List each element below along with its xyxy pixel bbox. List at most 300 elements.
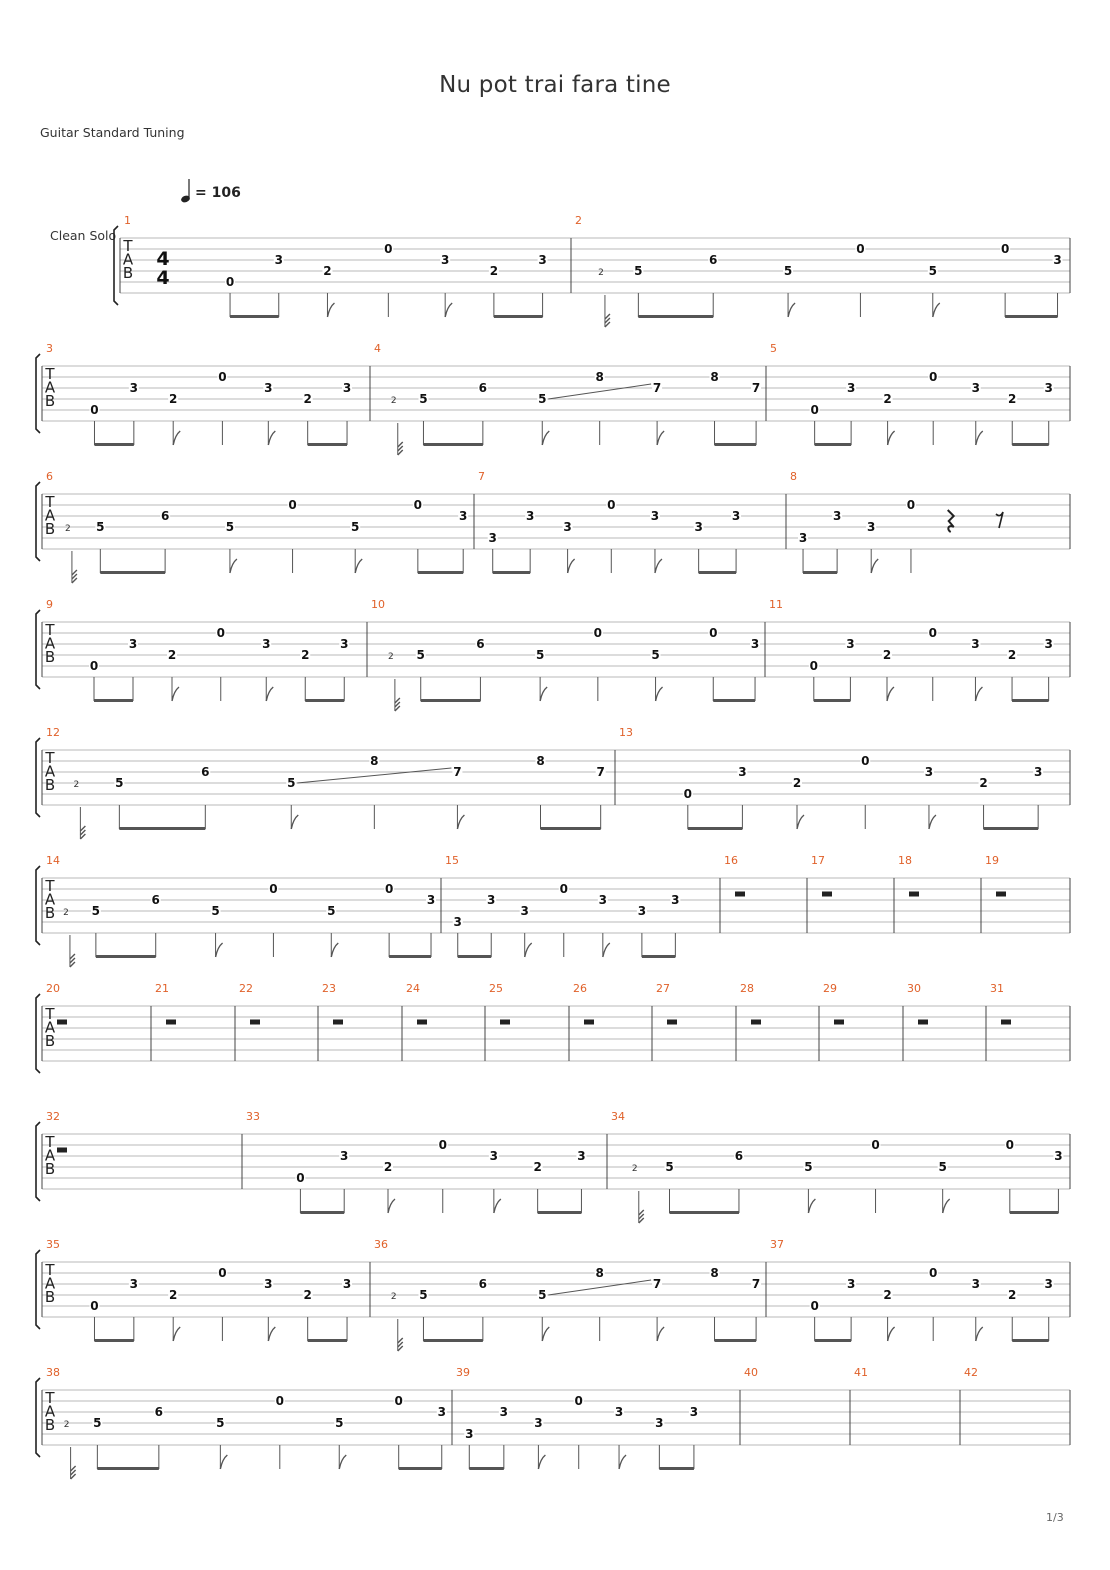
fret-number: 6	[201, 765, 210, 779]
measure-number: 12	[46, 726, 60, 739]
fret-number: 7	[751, 1277, 761, 1291]
tab-clef-letter: A	[44, 506, 56, 525]
fret-number: 3	[924, 765, 934, 779]
fret-number: 3	[750, 637, 760, 651]
note-flag	[445, 303, 452, 317]
fret-number: 2	[301, 648, 310, 662]
tab-system	[114, 214, 1070, 327]
grace-note: 2	[631, 1164, 638, 1174]
fret-number: 0	[413, 498, 423, 512]
fret-number: 0	[394, 1394, 403, 1408]
fret-number: 3	[1044, 381, 1053, 395]
note-flag	[888, 1327, 895, 1341]
measure-number: 25	[489, 982, 503, 995]
fret-number: 0	[1000, 242, 1010, 256]
fret-number: 0	[810, 403, 819, 417]
fret-number: 0	[683, 787, 692, 801]
measure-number: 36	[374, 1238, 388, 1251]
fret-number: 3	[262, 637, 271, 651]
fret-number: 3	[650, 509, 660, 523]
fret-number: 7	[652, 381, 662, 395]
measure-number: 3	[46, 342, 53, 355]
measure-number: 10	[371, 598, 385, 611]
measure-number: 28	[740, 982, 754, 995]
measure-number: 7	[478, 470, 485, 483]
note-beam	[100, 571, 165, 574]
whole-rest	[500, 1020, 510, 1025]
tab-system	[36, 470, 1070, 583]
tab-clef-letter: T	[45, 365, 55, 383]
fret-number: 2	[533, 1160, 542, 1174]
fret-number: 0	[810, 1299, 819, 1313]
fret-number: 0	[384, 882, 394, 896]
fret-number: 2	[792, 776, 802, 790]
system-bracket	[36, 994, 40, 1073]
fret-number: 3	[499, 1405, 509, 1419]
measure-number: 26	[573, 982, 587, 995]
note-beam	[1012, 1339, 1048, 1342]
measure-number: 16	[724, 854, 738, 867]
quarter-rest	[948, 510, 954, 532]
grace-note: 2	[598, 268, 604, 278]
fret-number: 2	[883, 392, 892, 406]
fret-number: 0	[438, 1138, 447, 1152]
measure-number: 34	[611, 1110, 625, 1123]
note-beam	[399, 1467, 442, 1470]
fret-number: 2	[169, 392, 178, 406]
fret-number: 3	[731, 509, 741, 523]
note-flag	[216, 943, 223, 957]
fret-number: 3	[465, 1427, 474, 1441]
note-beam	[96, 955, 156, 958]
fret-number: 3	[655, 1416, 664, 1430]
fret-number: 2	[323, 264, 332, 278]
tab-clef-letter: A	[44, 1146, 56, 1165]
fret-number: 5	[115, 776, 124, 790]
fret-number: 3	[1053, 253, 1062, 267]
note-beam	[469, 1467, 504, 1470]
eighth-rest	[996, 512, 1003, 528]
measure-number: 39	[456, 1366, 470, 1379]
note-flag	[976, 1327, 983, 1341]
fret-number: 2	[303, 392, 312, 406]
fret-number: 5	[96, 520, 105, 534]
note-beam	[94, 443, 133, 446]
fret-number: 3	[129, 381, 139, 395]
page-number: 1/3	[1046, 1511, 1064, 1524]
note-beam	[715, 1339, 757, 1342]
fret-number: 0	[871, 1138, 880, 1152]
note-beam	[423, 1339, 482, 1342]
fret-number: 2	[882, 648, 892, 662]
note-beam	[308, 443, 347, 446]
fret-number: 0	[384, 242, 393, 256]
fret-number: 0	[218, 1266, 227, 1280]
measure-number: 2	[575, 214, 582, 227]
system-bracket	[36, 866, 40, 945]
fret-number: 3	[867, 520, 876, 534]
note-flag	[173, 1327, 180, 1341]
tab-system	[36, 726, 1070, 839]
measure-number: 33	[246, 1110, 260, 1123]
fret-number: 0	[856, 242, 865, 256]
whole-rest	[166, 1020, 176, 1025]
system-bracket	[36, 354, 40, 433]
note-flag	[797, 815, 804, 829]
tab-clef-letter: A	[44, 378, 56, 397]
note-flag	[888, 431, 895, 445]
fret-number: 5	[211, 904, 220, 918]
note-beam	[803, 571, 837, 574]
fret-number: 3	[453, 915, 462, 929]
note-beam	[458, 955, 491, 958]
system-bracket	[36, 1122, 40, 1201]
fret-number: 5	[783, 264, 793, 278]
note-beam	[305, 699, 344, 702]
note-flag	[230, 559, 237, 573]
fret-number: 6	[734, 1149, 744, 1163]
fret-number: 2	[383, 1160, 393, 1174]
note-flag	[355, 559, 362, 573]
note-beam	[538, 1211, 582, 1214]
note-flag	[657, 431, 664, 445]
fret-number: 3	[671, 893, 680, 907]
note-beam	[418, 571, 463, 574]
note-beam	[670, 1211, 739, 1214]
fret-number: 5	[93, 1416, 102, 1430]
fret-number: 5	[634, 264, 643, 278]
measure-number: 1	[124, 214, 131, 227]
fret-number: 0	[1005, 1138, 1014, 1152]
tab-clef-letter: A	[44, 890, 56, 909]
fret-number: 3	[440, 253, 450, 267]
fret-number: 3	[846, 637, 855, 651]
tab-system	[36, 1110, 1070, 1223]
song-title: Nu pot trai fara tine	[439, 72, 671, 98]
whole-rest	[333, 1020, 343, 1025]
fret-number: 0	[607, 498, 616, 512]
fret-number: 2	[1008, 1288, 1017, 1302]
note-beam	[715, 443, 757, 446]
fret-number: 0	[216, 626, 225, 640]
tab-clef-letter: B	[44, 904, 56, 922]
fret-number: 0	[593, 626, 603, 640]
note-flag	[788, 303, 795, 317]
time-signature-top: 4	[156, 248, 170, 270]
fret-number: 0	[269, 882, 278, 896]
tab-clef-letter: A	[122, 250, 134, 269]
fret-number: 3	[1054, 1149, 1063, 1163]
fret-number: 8	[595, 1266, 604, 1280]
fret-number: 5	[419, 1288, 428, 1302]
grace-note: 2	[63, 1420, 70, 1430]
tab-system	[36, 854, 1070, 967]
note-beam	[1010, 1211, 1059, 1214]
tab-clef-letter: A	[44, 634, 56, 653]
fret-number: 3	[340, 1149, 349, 1163]
tab-system	[36, 342, 1070, 455]
note-flag	[542, 431, 549, 445]
fret-number: 3	[846, 381, 856, 395]
tab-clef-letter: B	[44, 1032, 56, 1050]
measure-number: 31	[990, 982, 1004, 995]
tab-clef-letter: T	[45, 1005, 55, 1023]
tempo-bpm: = 106	[195, 185, 241, 201]
whole-rest	[834, 1020, 844, 1025]
measure-number: 35	[46, 1238, 60, 1251]
fret-number: 6	[478, 1277, 488, 1291]
fret-number: 0	[929, 370, 938, 384]
fret-number: 3	[340, 637, 349, 651]
note-flag	[266, 687, 273, 701]
note-flag	[808, 1199, 815, 1213]
note-beam	[1005, 315, 1057, 318]
note-flag	[887, 687, 894, 701]
fret-number: 0	[929, 1266, 938, 1280]
fret-number: 0	[559, 882, 568, 896]
grace-note: 2	[73, 780, 80, 790]
fret-number: 5	[216, 1416, 225, 1430]
grace-note: 2	[390, 396, 397, 406]
note-beam	[659, 1467, 694, 1470]
fret-number: 3	[488, 531, 497, 545]
measure-number: 30	[907, 982, 921, 995]
note-beam	[423, 443, 482, 446]
fret-number: 3	[437, 1405, 446, 1419]
tab-clef-letter: T	[45, 1261, 55, 1279]
fret-number: 3	[832, 509, 842, 523]
fret-number: 2	[883, 1288, 892, 1302]
fret-number: 3	[614, 1405, 624, 1419]
fret-number: 8	[370, 754, 379, 768]
fret-number: 2	[303, 1288, 312, 1302]
note-beam	[94, 1339, 133, 1342]
fret-number: 5	[225, 520, 235, 534]
fret-number: 0	[861, 754, 870, 768]
tab-clef-letter: B	[44, 1160, 56, 1178]
tab-clef-letter: A	[44, 1018, 56, 1037]
measure-number: 17	[811, 854, 825, 867]
fret-number: 7	[652, 1277, 662, 1291]
measure-number: 38	[46, 1366, 60, 1379]
tab-clef-letter: T	[45, 621, 55, 639]
system-bracket	[36, 482, 40, 561]
note-flag	[331, 943, 338, 957]
fret-number: 5	[335, 1416, 344, 1430]
note-beam	[541, 827, 601, 830]
whole-rest	[667, 1020, 677, 1025]
measure-number: 19	[985, 854, 999, 867]
note-flag	[339, 1455, 346, 1469]
fret-number: 6	[709, 253, 718, 267]
tab-system	[36, 1366, 1070, 1479]
tuning-label: Guitar Standard Tuning	[40, 125, 185, 140]
fret-number: 5	[416, 648, 425, 662]
measure-number: 42	[964, 1366, 978, 1379]
note-flag	[603, 943, 610, 957]
fret-number: 0	[574, 1394, 583, 1408]
fret-number: 7	[596, 765, 605, 779]
fret-number: 0	[225, 275, 235, 289]
whole-rest	[1001, 1020, 1011, 1025]
tab-clef-letter: A	[44, 1274, 56, 1293]
tab-clef-letter: T	[45, 1389, 55, 1407]
fret-number: 3	[426, 893, 436, 907]
measure-number: 13	[619, 726, 633, 739]
fret-number: 6	[478, 381, 488, 395]
fret-number: 5	[928, 264, 937, 278]
note-flag	[291, 815, 298, 829]
fret-number: 3	[637, 904, 647, 918]
note-flag	[540, 687, 547, 701]
note-flag	[871, 559, 878, 573]
fret-number: 7	[751, 381, 761, 395]
whole-rest	[57, 1148, 67, 1153]
fret-number: 3	[798, 531, 808, 545]
whole-rest	[918, 1020, 928, 1025]
fret-number: 3	[1044, 637, 1053, 651]
tab-clef-letter: T	[45, 749, 55, 767]
note-flag	[172, 687, 179, 701]
fret-number: 3	[342, 381, 352, 395]
system-bracket	[36, 1378, 40, 1457]
fret-number: 3	[971, 1277, 980, 1291]
fret-number: 0	[90, 403, 99, 417]
fret-number: 0	[928, 626, 937, 640]
fret-number: 3	[846, 1277, 856, 1291]
whole-rest	[57, 1020, 67, 1025]
measure-number: 14	[46, 854, 60, 867]
note-flag	[268, 1327, 275, 1341]
note-beam	[389, 955, 431, 958]
whole-rest	[822, 892, 832, 897]
fret-number: 3	[577, 1149, 586, 1163]
fret-number: 5	[938, 1160, 947, 1174]
fret-number: 3	[459, 509, 468, 523]
note-flag	[933, 303, 940, 317]
fret-number: 5	[327, 904, 336, 918]
fret-number: 3	[342, 1277, 352, 1291]
measure-number: 18	[898, 854, 912, 867]
note-beam	[94, 699, 133, 702]
measure-number: 22	[239, 982, 253, 995]
tab-system	[36, 598, 1070, 711]
grace-note: 2	[63, 908, 69, 918]
fret-number: 8	[536, 754, 545, 768]
measure-number: 29	[823, 982, 837, 995]
tab-clef-letter: B	[44, 776, 56, 794]
slide-line	[548, 384, 651, 399]
measure-number: 15	[445, 854, 459, 867]
fret-number: 3	[520, 904, 529, 918]
fret-number: 5	[651, 648, 660, 662]
fret-number: 5	[351, 520, 360, 534]
fret-number: 3	[1044, 1277, 1053, 1291]
measure-number: 20	[46, 982, 60, 995]
note-beam	[1012, 699, 1049, 702]
fret-number: 5	[419, 392, 428, 406]
note-beam	[688, 827, 743, 830]
fret-number: 6	[154, 1405, 164, 1419]
tab-clef-letter: A	[44, 1402, 56, 1421]
fret-number: 0	[275, 1394, 284, 1408]
fret-number: 2	[167, 648, 177, 662]
measure-number: 5	[770, 342, 777, 355]
system-bracket	[36, 610, 40, 689]
fret-number: 3	[274, 253, 283, 267]
note-beam	[699, 571, 736, 574]
fret-number: 3	[264, 381, 273, 395]
whole-rest	[250, 1020, 260, 1025]
fret-number: 3	[1033, 765, 1043, 779]
measure-number: 32	[46, 1110, 60, 1123]
note-flag	[388, 1199, 395, 1213]
fret-number: 0	[296, 1171, 305, 1185]
note-beam	[230, 315, 279, 318]
fret-number: 3	[563, 520, 572, 534]
fret-number: 0	[288, 498, 297, 512]
note-beam	[713, 699, 755, 702]
note-beam	[814, 699, 851, 702]
fret-number: 3	[487, 893, 496, 907]
fret-number: 3	[264, 1277, 273, 1291]
measure-number: 41	[854, 1366, 868, 1379]
fret-number: 5	[287, 776, 296, 790]
note-beam	[421, 699, 481, 702]
fret-number: 0	[90, 1299, 99, 1313]
note-beam	[97, 1467, 159, 1470]
measure-number: 21	[155, 982, 169, 995]
tab-clef-letter: B	[44, 392, 56, 410]
whole-rest	[417, 1020, 427, 1025]
note-beam	[119, 827, 205, 830]
note-flag	[568, 559, 575, 573]
slide-line	[548, 1280, 651, 1295]
fret-number: 5	[535, 648, 545, 662]
note-flag	[173, 431, 180, 445]
note-flag	[220, 1455, 227, 1469]
fret-number: 2	[489, 264, 499, 278]
grace-note: 2	[390, 1292, 397, 1302]
tab-clef-letter: T	[45, 1133, 55, 1151]
note-flag	[619, 1455, 626, 1469]
note-beam	[300, 1211, 344, 1214]
measure-number: 40	[744, 1366, 758, 1379]
grace-note: 2	[388, 652, 394, 662]
fret-number: 5	[665, 1160, 674, 1174]
note-beam	[638, 315, 713, 318]
fret-number: 3	[689, 1405, 699, 1419]
fret-number: 3	[598, 893, 607, 907]
note-beam	[308, 1339, 347, 1342]
whole-rest	[909, 892, 919, 897]
tab-clef-letter: T	[45, 493, 55, 511]
fret-number: 3	[129, 1277, 139, 1291]
fret-number: 2	[1007, 648, 1017, 662]
fret-number: 8	[595, 370, 604, 384]
fret-number: 3	[694, 520, 703, 534]
fret-number: 6	[151, 893, 160, 907]
tab-clef-letter: T	[45, 877, 55, 895]
fret-number: 5	[91, 904, 101, 918]
tab-system	[36, 1238, 1070, 1351]
fret-number: 2	[1008, 392, 1017, 406]
note-flag	[268, 431, 275, 445]
fret-number: 0	[906, 498, 916, 512]
fret-number: 0	[709, 626, 718, 640]
note-beam	[493, 571, 530, 574]
measure-number: 8	[790, 470, 797, 483]
